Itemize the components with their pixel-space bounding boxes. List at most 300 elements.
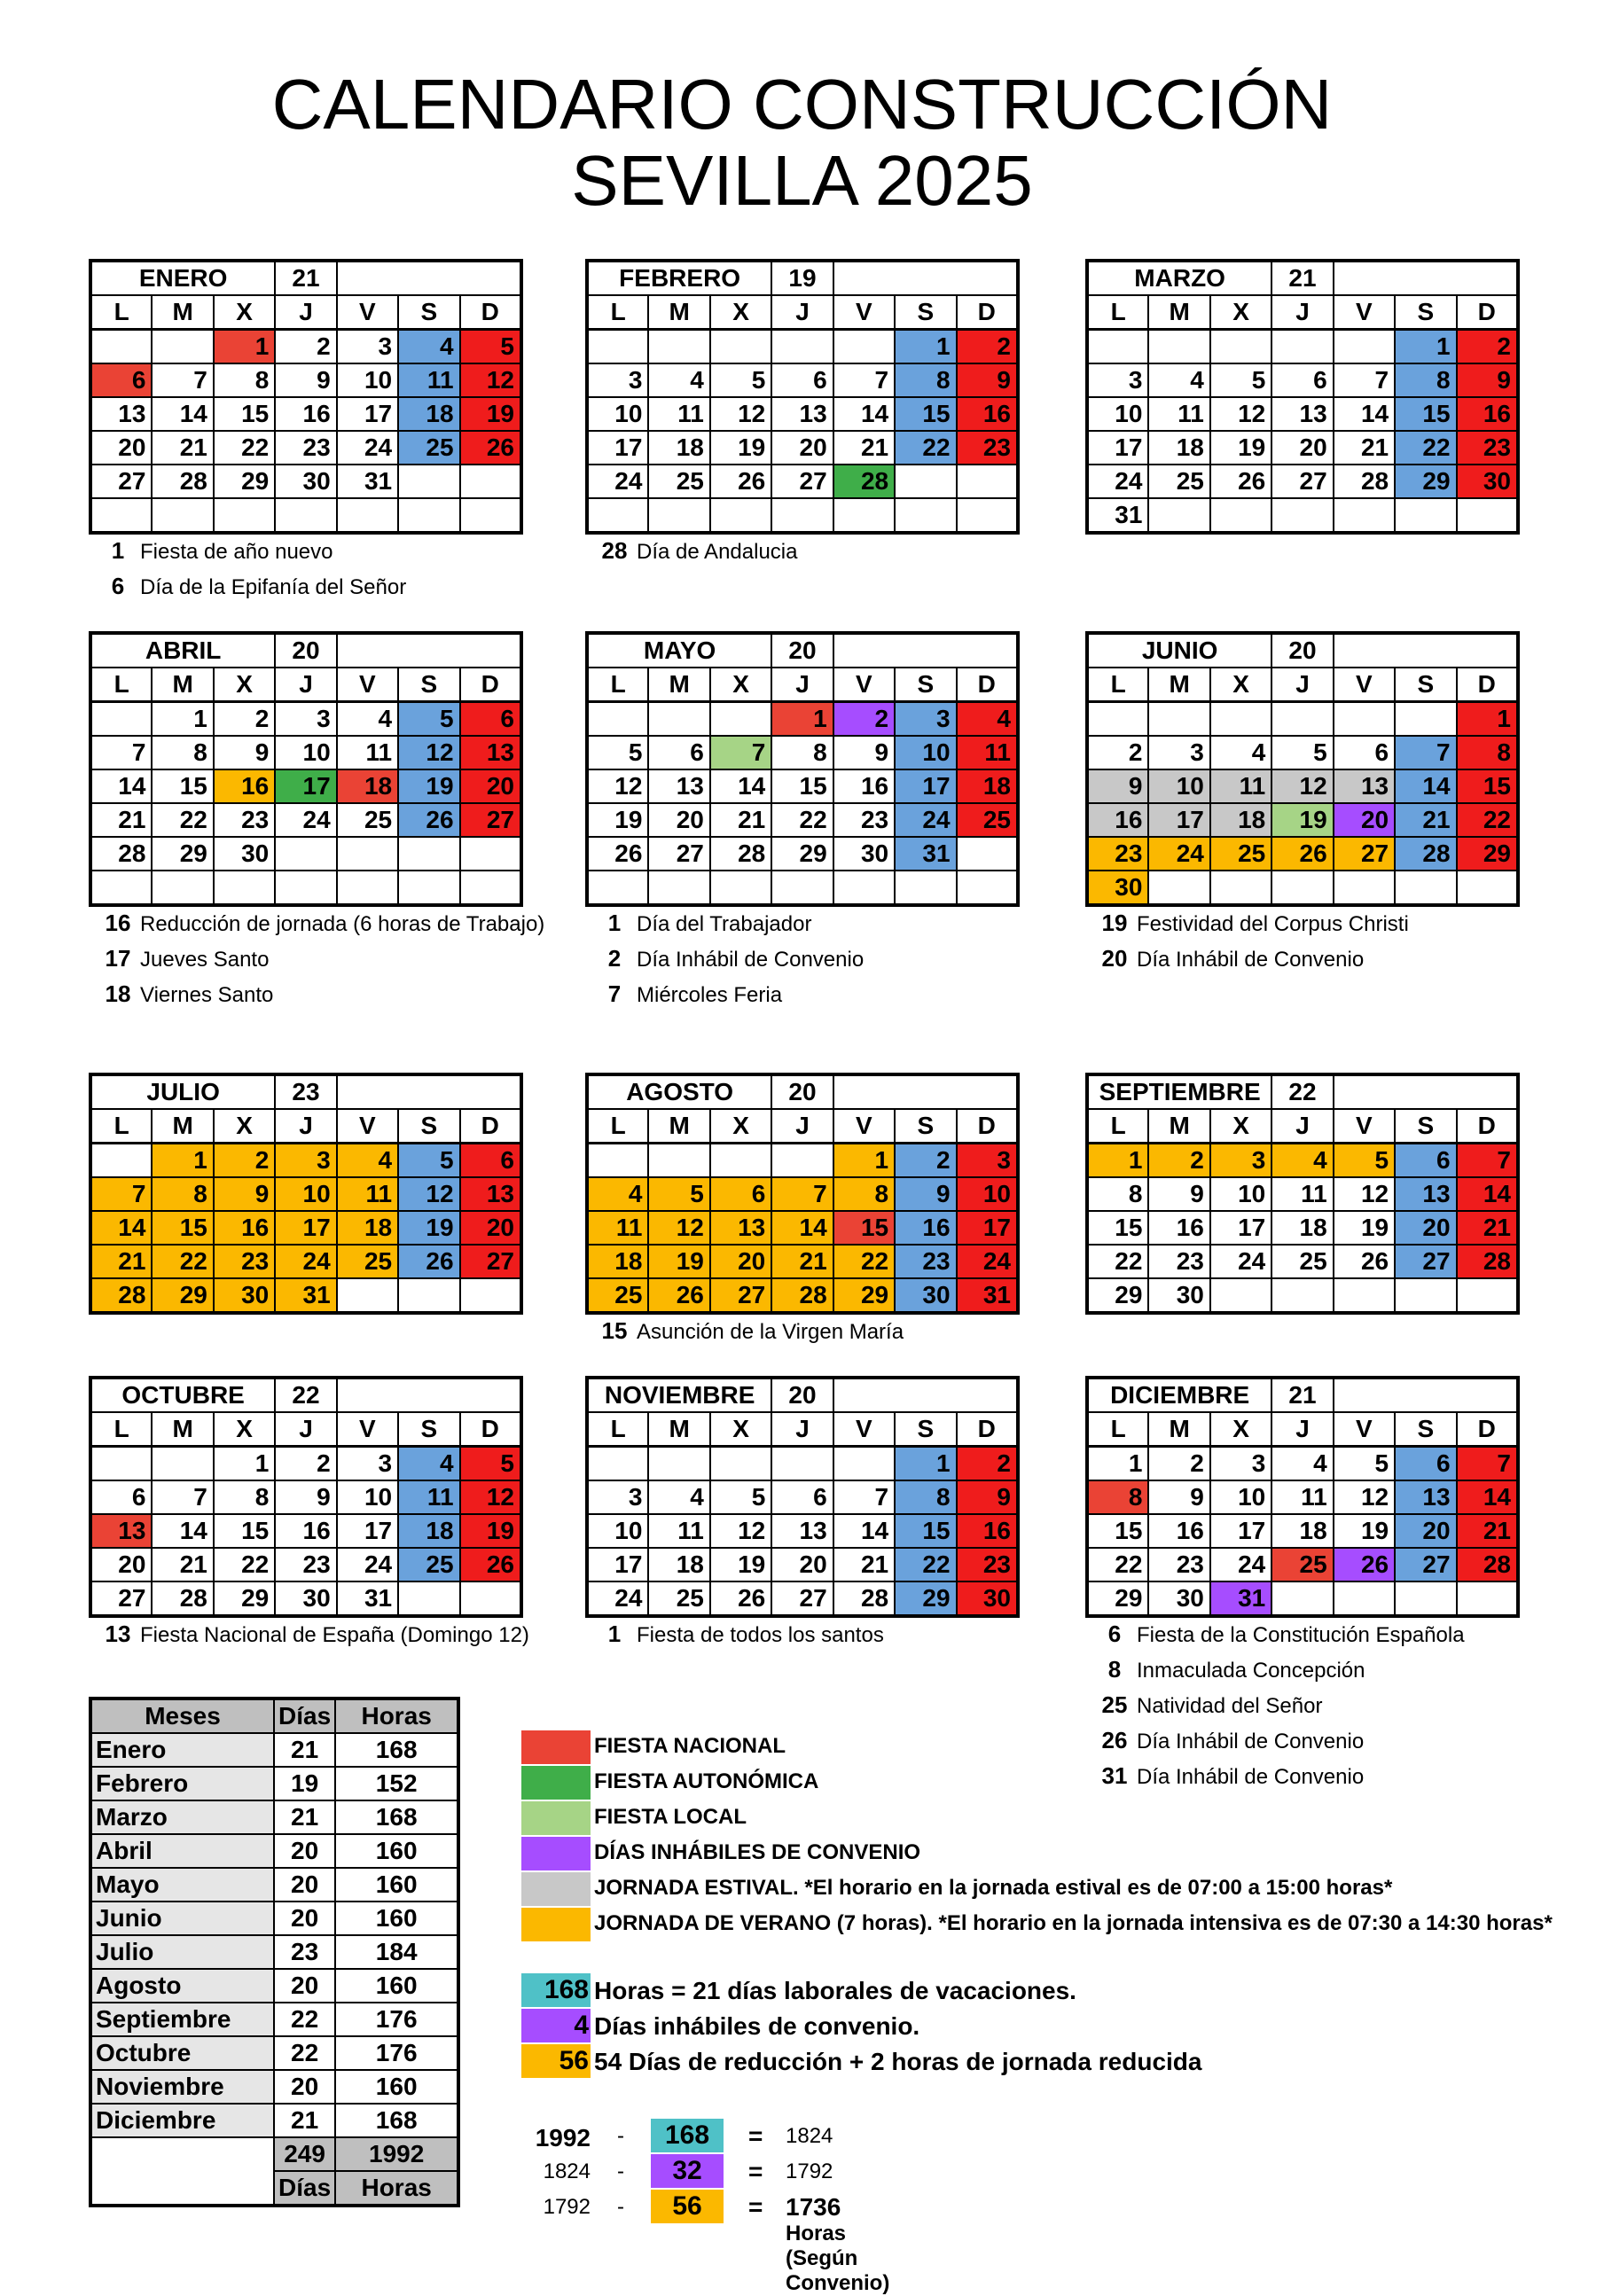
day-cell: 16: [214, 769, 275, 803]
day-cell: 18: [1210, 803, 1271, 837]
day-cell: 16: [1148, 1514, 1209, 1548]
legend-swatch: [521, 1837, 591, 1870]
summary-total-hours: 1992: [335, 2137, 458, 2171]
day-cell: 27: [460, 1245, 521, 1278]
holiday-note: [96, 1617, 529, 1652]
summary-month: Mayo: [90, 1868, 274, 1902]
month-calendar: [1085, 1073, 1520, 1315]
day-cell: 14: [152, 397, 213, 431]
weekday-header: V: [337, 295, 398, 330]
month-name: MARZO: [1087, 261, 1271, 295]
empty-cell: [337, 498, 398, 533]
summary-days: 19: [274, 1767, 335, 1800]
day-cell: 20: [1395, 1211, 1456, 1245]
summary-row: [90, 2036, 458, 2070]
day-cell: 28: [90, 837, 152, 871]
day-cell: 23: [1087, 837, 1148, 871]
holiday-notes: [592, 1617, 884, 1652]
hours-value: 168: [521, 1973, 591, 2007]
day-cell: 28: [710, 837, 771, 871]
day-cell: 10: [1087, 397, 1148, 431]
day-cell: 21: [771, 1245, 833, 1278]
day-cell: 31: [337, 1581, 398, 1616]
summary-days: 21: [274, 1800, 335, 1834]
day-cell: 23: [214, 1245, 275, 1278]
day-cell: 30: [275, 1581, 336, 1616]
weekday-header: X: [710, 668, 771, 702]
weekday-header: S: [895, 1109, 956, 1144]
day-cell: 30: [214, 837, 275, 871]
holiday-description: Fiesta de todos los santos: [637, 1623, 884, 1647]
day-cell: 13: [90, 397, 152, 431]
day-cell: 26: [1334, 1548, 1395, 1581]
weekday-header: D: [957, 295, 1018, 330]
day-cell: 24: [1148, 837, 1209, 871]
day-cell: 22: [152, 803, 213, 837]
weekday-header: S: [1395, 1412, 1456, 1447]
empty-cell: [710, 498, 771, 533]
day-cell: 23: [957, 431, 1018, 465]
empty-cell: [460, 1278, 521, 1313]
empty-cell: [152, 1447, 213, 1481]
day-cell: 13: [771, 397, 833, 431]
weekday-header: L: [587, 1109, 648, 1144]
day-cell: 20: [771, 431, 833, 465]
calc-minus: -: [617, 2124, 624, 2148]
empty-cell: [648, 330, 709, 364]
day-cell: 31: [1087, 498, 1148, 533]
summary-row: [90, 1800, 458, 1834]
month-header-blank: [1334, 1378, 1518, 1412]
empty-cell: [90, 1447, 152, 1481]
weekday-header: D: [460, 295, 521, 330]
empty-cell: [710, 330, 771, 364]
empty-cell: [1148, 330, 1209, 364]
day-cell: 15: [214, 1514, 275, 1548]
day-cell: 24: [337, 1548, 398, 1581]
empty-cell: [1148, 702, 1209, 737]
day-cell: 26: [710, 465, 771, 498]
month-calendar: [1085, 1376, 1520, 1618]
weekday-header: S: [1395, 295, 1456, 330]
day-cell: 14: [152, 1514, 213, 1548]
summary-hours: 184: [335, 1935, 458, 1969]
month-calendar: [89, 631, 523, 907]
day-cell: 4: [1210, 736, 1271, 769]
empty-cell: [1271, 498, 1333, 533]
day-cell: 23: [275, 1548, 336, 1581]
holiday-note: [592, 977, 864, 1012]
day-cell: 13: [771, 1514, 833, 1548]
empty-cell: [648, 871, 709, 905]
day-cell: 28: [152, 1581, 213, 1616]
empty-cell: [337, 837, 398, 871]
day-cell: 26: [710, 1581, 771, 1616]
day-cell: 10: [275, 736, 336, 769]
day-cell: 27: [648, 837, 709, 871]
day-cell: 20: [460, 769, 521, 803]
day-cell: 14: [90, 769, 152, 803]
day-cell: 6: [1271, 363, 1333, 397]
day-cell: 25: [1271, 1548, 1333, 1581]
day-cell: 9: [1087, 769, 1148, 803]
summary-header: Días: [274, 1699, 335, 1733]
empty-cell: [587, 871, 648, 905]
day-cell: 9: [214, 1177, 275, 1211]
day-cell: 3: [957, 1144, 1018, 1178]
day-cell: 30: [214, 1278, 275, 1313]
summary-days: 21: [274, 1733, 335, 1767]
legend-label: DÍAS INHÁBILES DE CONVENIO: [594, 1840, 921, 1864]
weekday-header: D: [1457, 295, 1518, 330]
day-cell: 21: [1395, 803, 1456, 837]
empty-cell: [771, 871, 833, 905]
summary-days: 20: [274, 2070, 335, 2104]
day-cell: 14: [771, 1211, 833, 1245]
holiday-note: [96, 906, 544, 941]
day-cell: 12: [648, 1211, 709, 1245]
month-working-days: 22: [275, 1378, 336, 1412]
day-cell: 28: [152, 465, 213, 498]
empty-cell: [90, 871, 152, 905]
day-cell: 27: [1395, 1245, 1456, 1278]
empty-cell: [460, 498, 521, 533]
holiday-note: [1092, 906, 1409, 941]
day-cell: 8: [833, 1177, 895, 1211]
day-cell: 2: [1457, 330, 1518, 364]
holiday-description: Inmaculada Concepción: [1137, 1659, 1365, 1683]
empty-cell: [771, 330, 833, 364]
legend-label: FIESTA LOCAL: [594, 1805, 747, 1829]
month-name: NOVIEMBRE: [587, 1378, 771, 1412]
day-cell: 7: [152, 363, 213, 397]
day-cell: 10: [587, 397, 648, 431]
day-cell: 20: [710, 1245, 771, 1278]
holiday-note: [1092, 1759, 1465, 1794]
day-cell: 7: [833, 363, 895, 397]
weekday-header: X: [214, 295, 275, 330]
day-cell: 3: [895, 702, 956, 737]
empty-cell: [1334, 1581, 1395, 1616]
empty-cell: [957, 837, 1018, 871]
day-cell: 23: [895, 1245, 956, 1278]
calc-equals: =: [748, 2122, 763, 2150]
month-junio: [1085, 631, 1520, 907]
month-name: ENERO: [90, 261, 275, 295]
day-cell: 27: [1271, 465, 1333, 498]
holiday-description: Día Inhábil de Convenio: [637, 948, 865, 972]
holiday-note: [592, 534, 797, 569]
weekday-header: J: [275, 668, 336, 702]
day-cell: 2: [1148, 1144, 1209, 1178]
empty-cell: [1210, 498, 1271, 533]
day-cell: 26: [398, 1245, 459, 1278]
empty-cell: [710, 1144, 771, 1178]
month-working-days: 22: [1271, 1074, 1333, 1109]
weekday-header: S: [398, 1109, 459, 1144]
day-cell: 10: [957, 1177, 1018, 1211]
summary-days: 20: [274, 1902, 335, 1935]
weekday-header: D: [1457, 668, 1518, 702]
summary-days: 23: [274, 1935, 335, 1969]
day-cell: 14: [833, 1514, 895, 1548]
day-cell: 19: [1271, 803, 1333, 837]
weekday-header: D: [957, 1109, 1018, 1144]
empty-cell: [957, 465, 1018, 498]
summary-row: [90, 1834, 458, 1868]
holiday-description: Fiesta Nacional de España (Domingo 12): [140, 1623, 529, 1647]
day-cell: 18: [1271, 1211, 1333, 1245]
day-cell: 12: [1271, 769, 1333, 803]
summary-hours: 168: [335, 1733, 458, 1767]
day-cell: 5: [460, 330, 521, 364]
holiday-day: 6: [1107, 1620, 1122, 1647]
empty-cell: [710, 871, 771, 905]
day-cell: 29: [152, 1278, 213, 1313]
day-cell: 2: [957, 330, 1018, 364]
day-cell: 19: [460, 397, 521, 431]
day-cell: 10: [275, 1177, 336, 1211]
day-cell: 14: [1457, 1480, 1518, 1514]
weekday-header: V: [1334, 295, 1395, 330]
holiday-description: Fiesta de la Constitución Española: [1137, 1623, 1465, 1647]
weekday-header: V: [337, 1109, 398, 1144]
holiday-day: 28: [601, 537, 628, 564]
summary-month: Febrero: [90, 1767, 274, 1800]
weekday-header: J: [1271, 668, 1333, 702]
holiday-description: Día de Andalucia: [637, 540, 798, 564]
empty-cell: [1457, 1581, 1518, 1616]
empty-cell: [214, 498, 275, 533]
day-cell: 12: [1334, 1177, 1395, 1211]
holiday-notes: [96, 1617, 529, 1652]
month-working-days: 20: [771, 1378, 833, 1412]
summary-month: Diciembre: [90, 2104, 274, 2137]
day-cell: 9: [957, 363, 1018, 397]
day-cell: 26: [587, 837, 648, 871]
weekday-header: S: [398, 1412, 459, 1447]
day-cell: 11: [1271, 1177, 1333, 1211]
empty-cell: [90, 330, 152, 364]
calc-minus: -: [617, 2195, 624, 2219]
day-cell: 3: [337, 330, 398, 364]
holiday-notes: [96, 534, 406, 605]
weekday-header: D: [957, 1412, 1018, 1447]
summary-header: Horas: [335, 1699, 458, 1733]
day-cell: 4: [587, 1177, 648, 1211]
weekday-header: X: [1210, 1109, 1271, 1144]
month-header-blank: [833, 261, 1018, 295]
day-cell: 9: [833, 736, 895, 769]
summary-hours: 160: [335, 1868, 458, 1902]
day-cell: 30: [957, 1581, 1018, 1616]
empty-cell: [1457, 1278, 1518, 1313]
empty-cell: [1210, 1278, 1271, 1313]
day-cell: 20: [1395, 1514, 1456, 1548]
day-cell: 27: [771, 1581, 833, 1616]
empty-cell: [833, 1447, 895, 1481]
day-cell: 15: [152, 769, 213, 803]
day-cell: 11: [1148, 397, 1209, 431]
weekday-header: L: [1087, 1412, 1148, 1447]
day-cell: 1: [214, 330, 275, 364]
holiday-note: [96, 977, 544, 1012]
weekday-header: X: [214, 1109, 275, 1144]
day-cell: 17: [337, 1514, 398, 1548]
day-cell: 23: [957, 1548, 1018, 1581]
month-marzo: [1085, 259, 1520, 535]
day-cell: 18: [648, 1548, 709, 1581]
day-cell: 7: [1334, 363, 1395, 397]
empty-cell: [1457, 871, 1518, 905]
day-cell: 22: [1087, 1548, 1148, 1581]
calc-suffix: Horas (Según Convenio): [786, 2222, 890, 2295]
empty-cell: [1334, 871, 1395, 905]
holiday-note: [96, 569, 406, 605]
holiday-day: 16: [105, 910, 131, 936]
day-cell: 16: [275, 397, 336, 431]
day-cell: 4: [648, 1480, 709, 1514]
summary-row: [90, 1868, 458, 1902]
day-cell: 17: [1087, 431, 1148, 465]
page-title: CALENDARIO CONSTRUCCIÓN: [271, 65, 1333, 144]
day-cell: 24: [275, 803, 336, 837]
holiday-day: 26: [1101, 1727, 1128, 1753]
day-cell: 28: [1395, 837, 1456, 871]
day-cell: 13: [1395, 1480, 1456, 1514]
day-cell: 29: [895, 1581, 956, 1616]
day-cell: 23: [1457, 431, 1518, 465]
day-cell: 25: [1148, 465, 1209, 498]
summary-table: [89, 1697, 460, 2207]
empty-cell: [1087, 330, 1148, 364]
day-cell: 11: [1271, 1480, 1333, 1514]
legend-swatch: [521, 1872, 591, 1906]
month-febrero: [585, 259, 1020, 535]
holiday-day: 7: [607, 980, 622, 1007]
empty-cell: [337, 871, 398, 905]
day-cell: 22: [895, 1548, 956, 1581]
day-cell: 12: [710, 397, 771, 431]
weekday-header: S: [1395, 1109, 1456, 1144]
day-cell: 13: [648, 769, 709, 803]
weekday-header: J: [275, 1412, 336, 1447]
month-working-days: 20: [771, 633, 833, 668]
day-cell: 29: [1087, 1278, 1148, 1313]
empty-cell: [957, 498, 1018, 533]
summary-hours: 176: [335, 2036, 458, 2070]
legend-swatch: [521, 1908, 591, 1941]
weekday-header: D: [1457, 1109, 1518, 1144]
day-cell: 25: [337, 1245, 398, 1278]
empty-cell: [1334, 1278, 1395, 1313]
weekday-header: X: [710, 1412, 771, 1447]
day-cell: 20: [648, 803, 709, 837]
day-cell: 15: [1457, 769, 1518, 803]
empty-cell: [1210, 702, 1271, 737]
day-cell: 18: [398, 1514, 459, 1548]
summary-row: [90, 1969, 458, 2003]
weekday-header: V: [337, 1412, 398, 1447]
weekday-header: V: [833, 668, 895, 702]
weekday-header: J: [1271, 295, 1333, 330]
day-cell: 10: [337, 1480, 398, 1514]
summary-hours: 152: [335, 1767, 458, 1800]
empty-cell: [460, 871, 521, 905]
day-cell: 27: [90, 465, 152, 498]
day-cell: 21: [90, 1245, 152, 1278]
empty-cell: [1087, 702, 1148, 737]
hours-text: 54 Días de reducción + 2 horas de jornada reducida: [594, 2048, 1202, 2075]
day-cell: 15: [895, 1514, 956, 1548]
weekday-header: M: [1148, 295, 1209, 330]
day-cell: 2: [833, 702, 895, 737]
day-cell: 25: [957, 803, 1018, 837]
month-calendar: [89, 1073, 523, 1315]
day-cell: 25: [1210, 837, 1271, 871]
day-cell: 7: [833, 1480, 895, 1514]
day-cell: 11: [337, 736, 398, 769]
day-cell: 30: [895, 1278, 956, 1313]
day-cell: 5: [1210, 363, 1271, 397]
day-cell: 18: [587, 1245, 648, 1278]
weekday-header: X: [214, 1412, 275, 1447]
calc-start: 1824: [543, 2159, 591, 2183]
day-cell: 24: [337, 431, 398, 465]
empty-cell: [275, 871, 336, 905]
day-cell: 19: [398, 769, 459, 803]
day-cell: 7: [1457, 1144, 1518, 1178]
month-working-days: 21: [1271, 261, 1333, 295]
day-cell: 29: [1457, 837, 1518, 871]
holiday-note: [96, 941, 544, 977]
day-cell: 11: [587, 1211, 648, 1245]
holiday-day: 1: [607, 910, 622, 936]
summary-month: Abril: [90, 1834, 274, 1868]
day-cell: 11: [1210, 769, 1271, 803]
day-cell: 14: [1457, 1177, 1518, 1211]
day-cell: 28: [1457, 1548, 1518, 1581]
summary-row: [90, 2104, 458, 2137]
summary-month: Octubre: [90, 2036, 274, 2070]
day-cell: 12: [587, 769, 648, 803]
empty-cell: [1271, 871, 1333, 905]
day-cell: 9: [275, 363, 336, 397]
holiday-note: [1092, 1688, 1465, 1723]
weekday-header: D: [1457, 1412, 1518, 1447]
weekday-header: L: [587, 295, 648, 330]
day-cell: 26: [460, 1548, 521, 1581]
empty-cell: [833, 330, 895, 364]
day-cell: 27: [1395, 1548, 1456, 1581]
day-cell: 14: [1395, 769, 1456, 803]
weekday-header: L: [90, 295, 152, 330]
month-header-blank: [833, 1074, 1018, 1109]
month-diciembre: [1085, 1376, 1520, 1618]
day-cell: 5: [398, 702, 459, 737]
empty-cell: [895, 498, 956, 533]
holiday-note: [96, 534, 406, 569]
holiday-notes: [592, 1314, 904, 1349]
weekday-header: V: [1334, 1412, 1395, 1447]
day-cell: 3: [337, 1447, 398, 1481]
weekday-header: J: [771, 295, 833, 330]
day-cell: 4: [1271, 1447, 1333, 1481]
holiday-notes: [96, 906, 544, 1012]
day-cell: 26: [460, 431, 521, 465]
day-cell: 21: [152, 1548, 213, 1581]
day-cell: 28: [833, 465, 895, 498]
